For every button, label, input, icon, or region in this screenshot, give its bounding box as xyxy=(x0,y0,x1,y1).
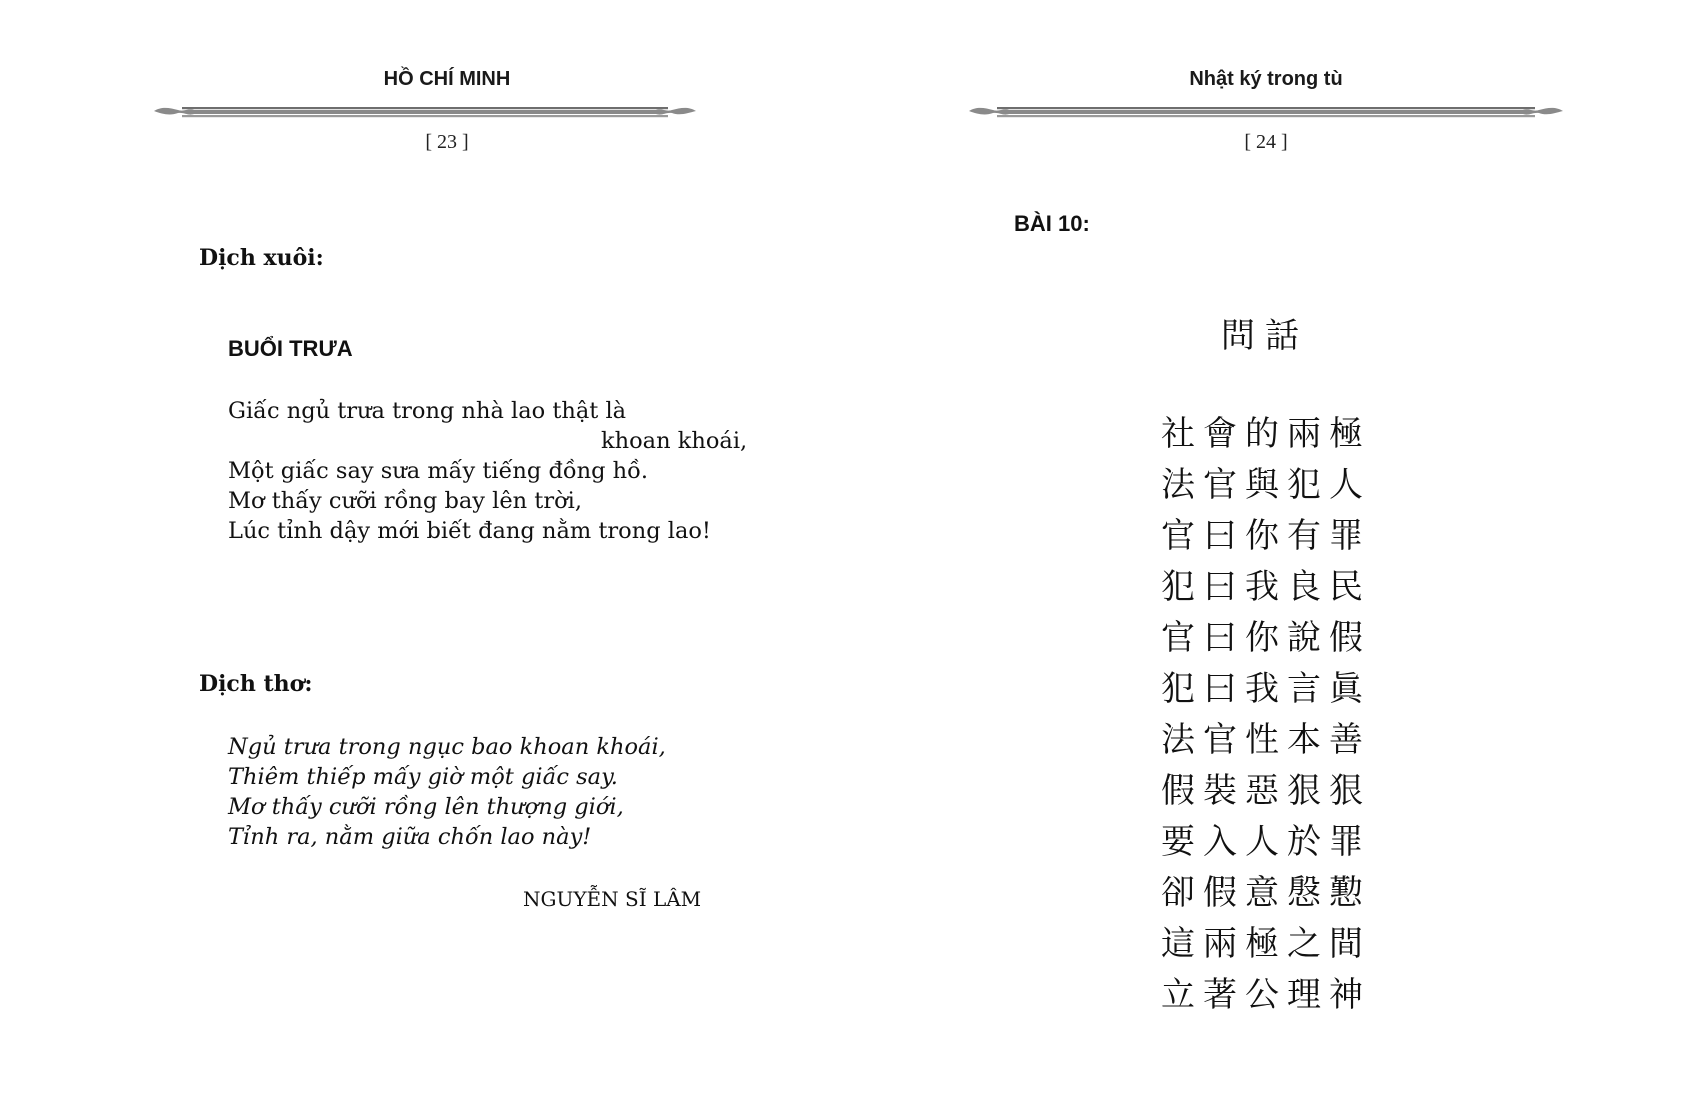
chinese-line: 官曰你說假 xyxy=(1161,618,1371,658)
chinese-line: 卻假意慇懃 xyxy=(1161,873,1371,913)
chinese-line: 這兩極之間 xyxy=(1161,924,1371,964)
translator-credit: NGUYỄN SĨ LÂM xyxy=(523,887,702,911)
chinese-poem-title: 問話 xyxy=(1221,316,1309,356)
page-number: [ 24 ] xyxy=(1244,131,1288,153)
verse-line: Mơ thấy cưỡi rồng lên thượng giới, xyxy=(228,794,624,820)
chinese-line: 假裝惡狠狠 xyxy=(1161,771,1371,811)
chinese-line: 官曰你有罪 xyxy=(1161,516,1371,556)
prose-line: khoan khoái, xyxy=(601,428,748,454)
header-ornament xyxy=(967,104,1565,120)
chinese-line: 法官性本善 xyxy=(1161,720,1371,760)
chinese-line: 犯曰我言眞 xyxy=(1161,669,1371,709)
chinese-line: 法官與犯人 xyxy=(1161,465,1371,505)
verse-line: Ngủ trưa trong ngục bao khoan khoái, xyxy=(228,734,666,760)
poem-title: BUỔI TRƯA xyxy=(228,336,353,361)
running-header: Nhật ký trong tù xyxy=(1189,68,1343,90)
verse-line: Thiêm thiếp mấy giờ một giấc say. xyxy=(228,764,618,790)
verse-translation-heading: Dịch thơ: xyxy=(199,671,313,697)
verse-line: Tỉnh ra, nằm giữa chốn lao này! xyxy=(228,824,592,850)
chinese-line: 要入人於罪 xyxy=(1161,822,1371,862)
prose-line: Lúc tỉnh dậy mới biết đang nằm trong lao! xyxy=(228,518,711,544)
chinese-line: 社會的兩極 xyxy=(1161,414,1371,454)
running-header: HỒ CHÍ MINH xyxy=(383,68,511,90)
prose-translation xyxy=(228,396,788,546)
prose-line: Giấc ngủ trưa trong nhà lao thật là xyxy=(228,398,627,424)
right-page xyxy=(850,0,1700,1097)
prose-line: Mơ thấy cưỡi rồng bay lên trời, xyxy=(228,488,583,514)
header-ornament xyxy=(152,104,698,120)
chinese-line: 立著公理神 xyxy=(1161,975,1371,1015)
chinese-poem xyxy=(1161,409,1371,1021)
prose-line: Một giấc say sưa mấy tiếng đồng hồ. xyxy=(228,458,649,484)
verse-translation xyxy=(228,732,666,852)
prose-translation-heading: Dịch xuôi: xyxy=(199,245,324,271)
poem-number-label: BÀI 10: xyxy=(1014,211,1090,236)
page-number: [ 23 ] xyxy=(425,131,469,153)
chinese-line: 犯曰我良民 xyxy=(1161,567,1371,607)
